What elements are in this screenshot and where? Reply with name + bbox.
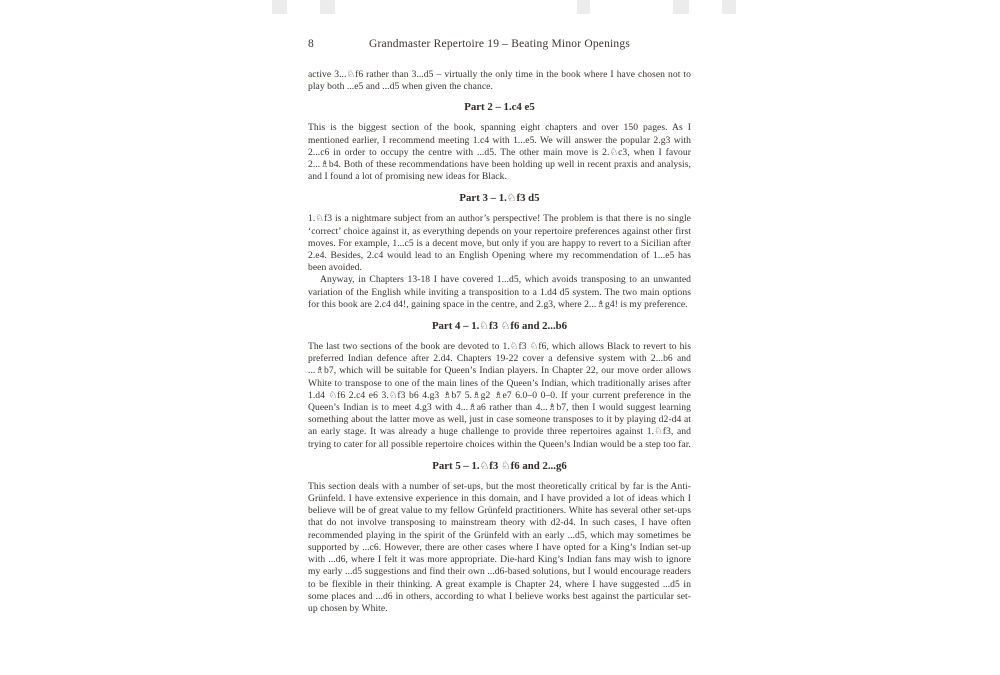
- section-heading-part-3: Part 3 – 1.♘f3 d5: [459, 192, 540, 205]
- paragraph: The last two sections of the book are devoted to 1.♘f3 ♘f6, which allows Black to revert to his preferred Indian defence after 2.d4. Chapters 19-22 cover a defensive system with 2...b6 and ...♗b7, which will be suitable for Queen’s Indian players. In Chapter 22, our move order allows White to transpose to one of the main lines of the Queen’s Indian, which traditionally arises after 1.d4 ♘f6 2.c4 e6 3.♘f3 b6 4.g3 ♗b7 5.♗g2 ♗e7 6.0–0 0–0. If your current preference in the Queen’s Indian is to meet 4.g3 with 4...♗a6 rather than 4...♗b7, then I would suggest learning something about the latter move as well, just in case someone transposes to it by playing d2-d4 at an early stage. It was already a huge challenge to provide three repertoires against 1.♘f3, and trying to cater for all possible repertoire choices within the Queen’s Indian would be a step too far.: [308, 341, 691, 450]
- scan-artifact: [673, 0, 689, 14]
- scan-artifact: [272, 0, 287, 14]
- page-header: [308, 38, 691, 52]
- paragraph: 1.♘f3 is a nightmare subject from an author’s perspective! The problem is that there is no single ‘correct’ choice against it, as everything depends on your repertoire preferences against other first moves. For example, 1...c5 is a decent move, but only if you are happy to revert to a Sicilian after 2.e4. Besides, 2.c4 would lead to an English Opening where my recommendation of 1...e5 has been avoided.: [308, 213, 691, 274]
- section-heading-part-2: Part 2 – 1.c4 e5: [464, 101, 535, 114]
- running-title: Grandmaster Repertoire 19 – Beating Minor Openings: [368, 38, 631, 50]
- section-heading-part-4: Part 4 – 1.♘f3 ♘f6 and 2...b6: [431, 320, 568, 333]
- paragraph: This section deals with a number of set-ups, but the most theoretically critical by far is the Anti-Grünfeld. I have extensive experience in this domain, and I have provided a lot of ideas which I believe will be of great value to my fellow Grünfeld practitioners. White has several other set-ups that do not involve transposing to mainstream theory with d2-d4. In such cases, I have often recommended playing in the spirit of the Grünfeld with an early ...d5, which may sometimes be supported by ...c6. However, there are other cases where I have opted for a King’s Indian set-up with ...d6, where I felt it was more appropriate. Die-hard King’s Indian fans may wish to ignore my early ...d5 suggestions and find their own ...d6-based solutions, but I would encourage readers to be flexible in their thinking. A great example is Chapter 24, where I have suggested ...d5 in some places and ...d6 in others, according to what I believe works best against the particular set-up chosen by White.: [308, 480, 691, 614]
- scan-artifact: [722, 0, 736, 14]
- scan-artifact: [577, 0, 590, 14]
- paragraph: Anyway, in Chapters 13-18 I have covered 1...d5, which avoids transposing to an unwanted variation of the English while inviting a transposition to a 1.d4 d5 system. The two main options for this book are 2.c4 d4!, gaining space in the centre, and 2.g3, where 2...♗g4! is my preference.: [308, 274, 691, 310]
- scan-artifact: [320, 0, 335, 14]
- section-heading-part-5: Part 5 – 1.♘f3 ♘f6 and 2...g6: [432, 459, 567, 472]
- book-page: [308, 38, 691, 615]
- paragraph: active 3...♘f6 rather than 3...d5 – virtually the only time in the book where I have chosen not to play both ...e5 and ...d5 when given the chance.: [308, 69, 691, 93]
- page-number: 8: [308, 38, 314, 50]
- paragraph: This is the biggest section of the book, spanning eight chapters and over 150 pages. As I mentioned earlier, I recommend meeting 1.c4 with 1...e5. We will answer the popular 2.g3 with 2...c6 in order to occupy the centre with ...d5. The other main move is 2.♘c3, when I favour 2...♗b4. Both of these recommendations have been holding up well in recent praxis and analysis, and I found a lot of promising new ideas for Black.: [308, 122, 691, 183]
